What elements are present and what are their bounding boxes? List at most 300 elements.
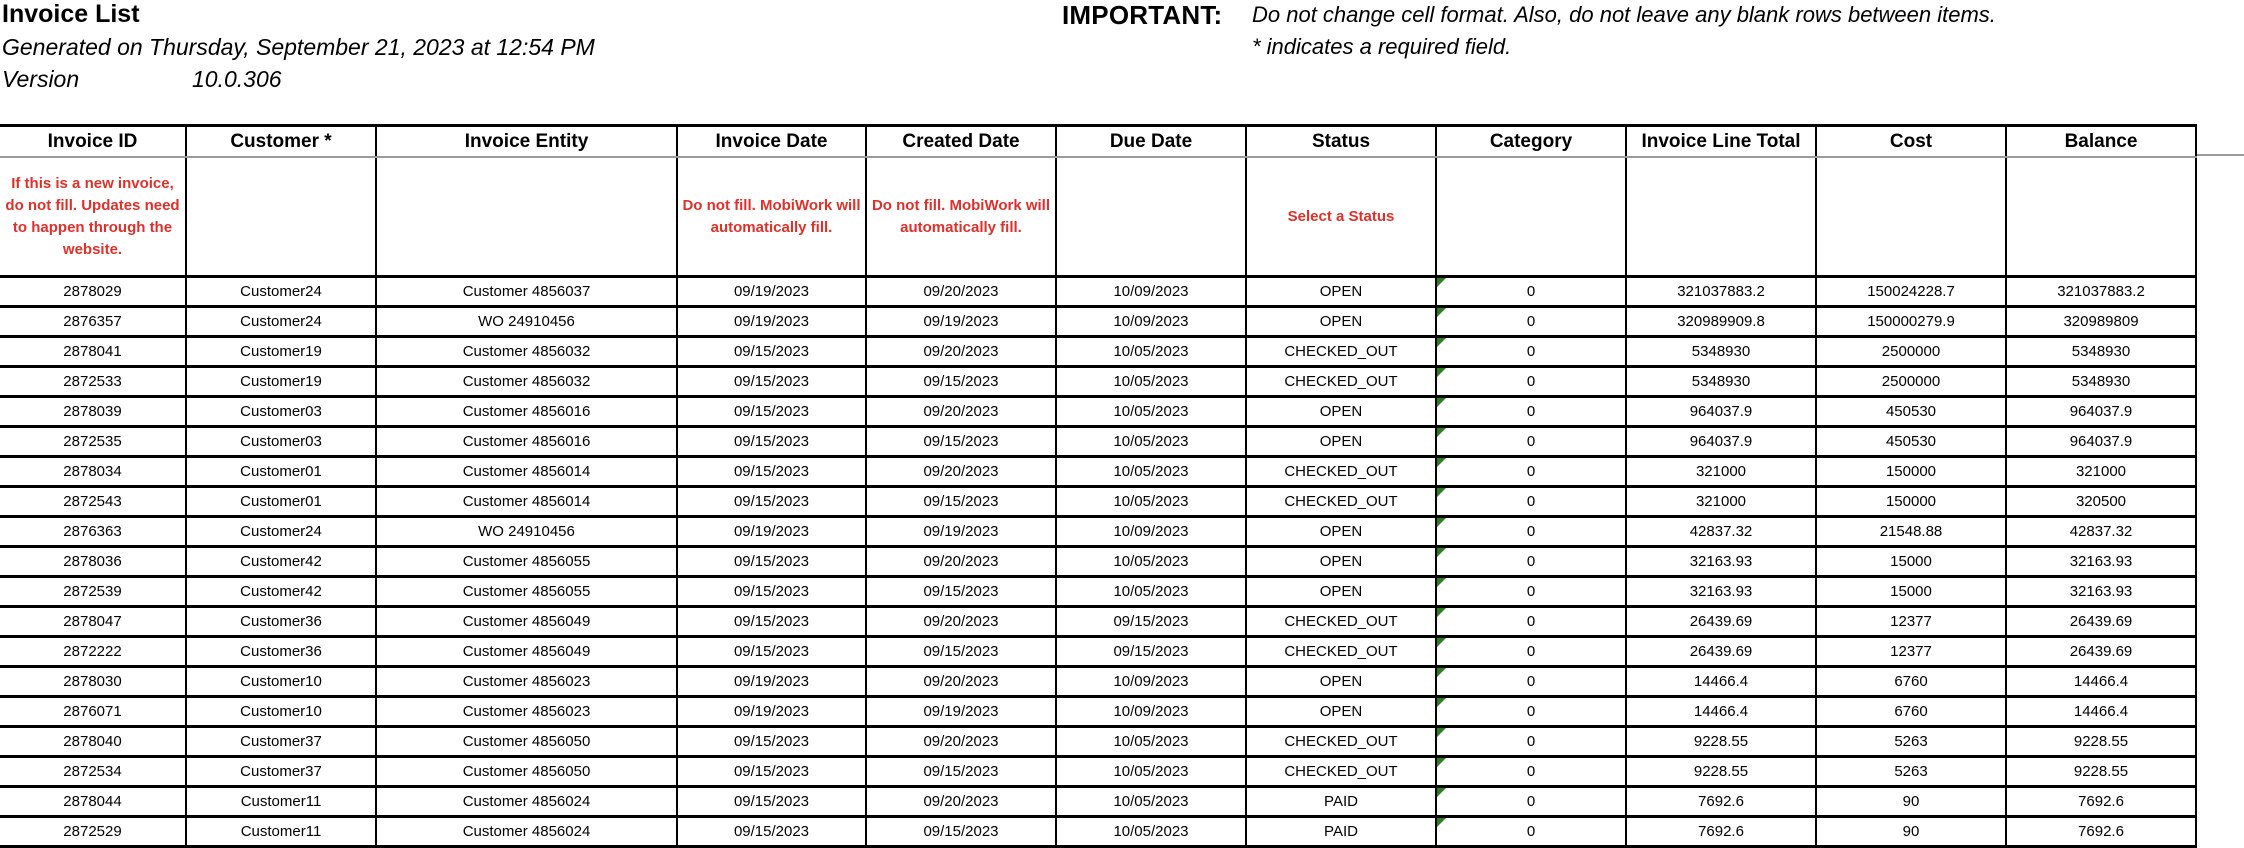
cell-customer[interactable] bbox=[186, 787, 376, 817]
cell-due-date[interactable] bbox=[1056, 637, 1246, 667]
column-header-cost[interactable]: Cost bbox=[1816, 126, 2006, 158]
column-header-category[interactable]: Category bbox=[1436, 126, 1626, 158]
cell-invoice-date[interactable] bbox=[677, 337, 866, 367]
cell-value: CHECKED_OUT bbox=[1284, 643, 1398, 660]
cell-invoice-date[interactable] bbox=[677, 547, 866, 577]
cell-value: 90 bbox=[1902, 793, 1920, 810]
cell-cost[interactable] bbox=[1816, 697, 2006, 727]
cell-value: 321000 bbox=[2075, 463, 2127, 480]
cell-due-date[interactable] bbox=[1056, 607, 1246, 637]
instruction-category[interactable] bbox=[1436, 157, 1626, 277]
cell-category[interactable] bbox=[1436, 277, 1626, 307]
cell-invoice-id[interactable] bbox=[0, 307, 186, 337]
cell-balance[interactable] bbox=[2006, 367, 2196, 397]
cell-created-date[interactable] bbox=[866, 367, 1056, 397]
cell-customer[interactable] bbox=[186, 427, 376, 457]
cell-invoice-id[interactable] bbox=[0, 667, 186, 697]
instruction-row bbox=[0, 157, 2196, 277]
cell-invoice-entity[interactable] bbox=[376, 817, 677, 847]
cell-due-date[interactable] bbox=[1056, 367, 1246, 397]
cell-category[interactable] bbox=[1436, 547, 1626, 577]
cell-invoice-line-total[interactable] bbox=[1626, 697, 1816, 727]
cell-balance[interactable] bbox=[2006, 577, 2196, 607]
cell-created-date[interactable] bbox=[866, 607, 1056, 637]
instruction-text: If this is a new invoice, do not fill. Updates need to happen through the website. bbox=[5, 174, 180, 258]
cell-customer[interactable] bbox=[186, 637, 376, 667]
cell-invoice-id[interactable] bbox=[0, 547, 186, 577]
cell-invoice-line-total[interactable] bbox=[1626, 607, 1816, 637]
cell-value: 09/20/2023 bbox=[923, 613, 999, 630]
cell-value: Customer 4856024 bbox=[462, 823, 591, 840]
cell-invoice-line-total[interactable] bbox=[1626, 487, 1816, 517]
cell-created-date[interactable] bbox=[866, 577, 1056, 607]
cell-value: 0 bbox=[1526, 313, 1536, 330]
cell-status[interactable] bbox=[1246, 517, 1436, 547]
cell-invoice-entity[interactable] bbox=[376, 787, 677, 817]
cell-invoice-line-total[interactable] bbox=[1626, 667, 1816, 697]
cell-balance[interactable] bbox=[2006, 337, 2196, 367]
cell-cost[interactable] bbox=[1816, 367, 2006, 397]
cell-value: 09/19/2023 bbox=[733, 703, 810, 720]
cell-due-date[interactable] bbox=[1056, 667, 1246, 697]
cell-created-date[interactable] bbox=[866, 487, 1056, 517]
cell-invoice-line-total[interactable] bbox=[1626, 457, 1816, 487]
cell-value: 32163.93 bbox=[1689, 553, 1753, 570]
cell-invoice-date[interactable] bbox=[677, 457, 866, 487]
cell-value: 10/09/2023 bbox=[1113, 523, 1189, 540]
cell-value: 12377 bbox=[1890, 643, 1932, 660]
cell-invoice-line-total[interactable] bbox=[1626, 757, 1816, 787]
cell-balance[interactable] bbox=[2006, 787, 2196, 817]
cell-value: 0 bbox=[1526, 493, 1536, 510]
instruction-created-date[interactable] bbox=[866, 157, 1056, 277]
instruction-customer[interactable] bbox=[186, 157, 376, 277]
cell-flag-icon bbox=[1437, 338, 1446, 347]
cell-invoice-id[interactable] bbox=[0, 457, 186, 487]
cell-category[interactable] bbox=[1436, 337, 1626, 367]
cell-invoice-id[interactable] bbox=[0, 277, 186, 307]
cell-cost[interactable] bbox=[1816, 787, 2006, 817]
cell-value: Customer 4856055 bbox=[462, 583, 591, 600]
cell-invoice-id[interactable] bbox=[0, 787, 186, 817]
cell-balance[interactable] bbox=[2006, 817, 2196, 847]
cell-status[interactable] bbox=[1246, 457, 1436, 487]
cell-cost[interactable] bbox=[1816, 727, 2006, 757]
cell-status[interactable] bbox=[1246, 757, 1436, 787]
cell-customer[interactable] bbox=[186, 307, 376, 337]
cell-value: 2500000 bbox=[1881, 343, 1941, 360]
cell-customer[interactable] bbox=[186, 337, 376, 367]
cell-invoice-line-total[interactable] bbox=[1626, 547, 1816, 577]
cell-invoice-entity[interactable] bbox=[376, 307, 677, 337]
cell-invoice-line-total[interactable] bbox=[1626, 517, 1816, 547]
cell-invoice-entity[interactable] bbox=[376, 667, 677, 697]
cell-created-date[interactable] bbox=[866, 457, 1056, 487]
cell-customer[interactable] bbox=[186, 487, 376, 517]
instruction-invoice-id[interactable] bbox=[0, 157, 186, 277]
cell-invoice-line-total[interactable] bbox=[1626, 307, 1816, 337]
cell-value: 2500000 bbox=[1881, 373, 1941, 390]
cell-cost[interactable] bbox=[1816, 547, 2006, 577]
cell-invoice-line-total[interactable] bbox=[1626, 637, 1816, 667]
cell-invoice-line-total[interactable] bbox=[1626, 427, 1816, 457]
cell-invoice-line-total[interactable] bbox=[1626, 577, 1816, 607]
cell-invoice-date[interactable] bbox=[677, 397, 866, 427]
cell-due-date[interactable] bbox=[1056, 757, 1246, 787]
cell-created-date[interactable] bbox=[866, 667, 1056, 697]
cell-invoice-line-total[interactable] bbox=[1626, 397, 1816, 427]
cell-value: 0 bbox=[1526, 643, 1536, 660]
cell-invoice-entity[interactable] bbox=[376, 517, 677, 547]
cell-category[interactable] bbox=[1436, 397, 1626, 427]
cell-invoice-date[interactable] bbox=[677, 277, 866, 307]
cell-invoice-line-total[interactable] bbox=[1626, 367, 1816, 397]
cell-flag-icon bbox=[1437, 458, 1446, 467]
column-header-invoice-id[interactable]: Invoice ID bbox=[0, 126, 186, 158]
cell-cost[interactable] bbox=[1816, 277, 2006, 307]
cell-invoice-entity[interactable] bbox=[376, 697, 677, 727]
cell-category[interactable] bbox=[1436, 427, 1626, 457]
cell-balance[interactable] bbox=[2006, 637, 2196, 667]
cell-category[interactable] bbox=[1436, 577, 1626, 607]
cell-balance[interactable] bbox=[2006, 697, 2196, 727]
cell-status[interactable] bbox=[1246, 637, 1436, 667]
cell-value: 2872539 bbox=[63, 583, 122, 600]
cell-created-date[interactable] bbox=[866, 817, 1056, 847]
cell-value: 10/05/2023 bbox=[1113, 583, 1189, 600]
cell-value: 09/15/2023 bbox=[733, 583, 810, 600]
cell-status[interactable] bbox=[1246, 817, 1436, 847]
cell-due-date[interactable] bbox=[1056, 547, 1246, 577]
cell-customer[interactable] bbox=[186, 547, 376, 577]
column-header-due-date[interactable]: Due Date bbox=[1056, 126, 1246, 158]
cell-balance[interactable] bbox=[2006, 457, 2196, 487]
cell-invoice-date[interactable] bbox=[677, 787, 866, 817]
cell-category[interactable] bbox=[1436, 487, 1626, 517]
cell-category[interactable] bbox=[1436, 757, 1626, 787]
cell-invoice-line-total[interactable] bbox=[1626, 727, 1816, 757]
cell-balance[interactable] bbox=[2006, 517, 2196, 547]
cell-due-date[interactable] bbox=[1056, 427, 1246, 457]
cell-value: WO 24910456 bbox=[478, 523, 575, 540]
cell-created-date[interactable] bbox=[866, 637, 1056, 667]
cell-invoice-entity[interactable] bbox=[376, 607, 677, 637]
cell-due-date[interactable] bbox=[1056, 337, 1246, 367]
cell-invoice-date[interactable] bbox=[677, 727, 866, 757]
cell-invoice-date[interactable] bbox=[677, 577, 866, 607]
cell-invoice-line-total[interactable] bbox=[1626, 817, 1816, 847]
cell-invoice-date[interactable] bbox=[677, 367, 866, 397]
cell-created-date[interactable] bbox=[866, 787, 1056, 817]
cell-customer[interactable] bbox=[186, 697, 376, 727]
cell-invoice-line-total[interactable] bbox=[1626, 337, 1816, 367]
cell-customer[interactable] bbox=[186, 817, 376, 847]
cell-value: Customer11 bbox=[240, 793, 322, 810]
cell-invoice-entity[interactable] bbox=[376, 727, 677, 757]
cell-invoice-date[interactable] bbox=[677, 307, 866, 337]
cell-cost[interactable] bbox=[1816, 577, 2006, 607]
cell-category[interactable] bbox=[1436, 307, 1626, 337]
cell-status[interactable] bbox=[1246, 427, 1436, 457]
cell-value: 0 bbox=[1526, 373, 1536, 390]
cell-due-date[interactable] bbox=[1056, 817, 1246, 847]
column-header-created-date[interactable]: Created Date bbox=[866, 126, 1056, 158]
cell-status[interactable] bbox=[1246, 367, 1436, 397]
cell-value: Customer42 bbox=[240, 583, 322, 600]
cell-invoice-date[interactable] bbox=[677, 757, 866, 787]
cell-invoice-date[interactable] bbox=[677, 667, 866, 697]
cell-value: 09/15/2023 bbox=[923, 823, 999, 840]
instruction-balance[interactable] bbox=[2006, 157, 2196, 277]
instruction-invoice-line-total[interactable] bbox=[1626, 157, 1816, 277]
cell-cost[interactable] bbox=[1816, 607, 2006, 637]
cell-due-date[interactable] bbox=[1056, 277, 1246, 307]
cell-category[interactable] bbox=[1436, 457, 1626, 487]
cell-value: 09/15/2023 bbox=[733, 793, 810, 810]
cell-invoice-entity[interactable] bbox=[376, 547, 677, 577]
cell-value: CHECKED_OUT bbox=[1284, 343, 1398, 360]
cell-value: Customer42 bbox=[240, 553, 322, 570]
cell-created-date[interactable] bbox=[866, 697, 1056, 727]
cell-value: WO 24910456 bbox=[478, 313, 575, 330]
cell-value: 2878039 bbox=[63, 403, 122, 420]
cell-category[interactable] bbox=[1436, 637, 1626, 667]
version-label: Version bbox=[2, 66, 80, 92]
cell-status[interactable] bbox=[1246, 667, 1436, 697]
cell-status[interactable] bbox=[1246, 577, 1436, 607]
cell-invoice-id[interactable] bbox=[0, 757, 186, 787]
cell-invoice-date[interactable] bbox=[677, 697, 866, 727]
table-row bbox=[0, 547, 2196, 577]
cell-flag-icon bbox=[1437, 398, 1446, 407]
cell-cost[interactable] bbox=[1816, 307, 2006, 337]
cell-invoice-entity[interactable] bbox=[376, 337, 677, 367]
cell-invoice-entity[interactable] bbox=[376, 367, 677, 397]
cell-invoice-entity[interactable] bbox=[376, 457, 677, 487]
cell-customer[interactable] bbox=[186, 667, 376, 697]
cell-status[interactable] bbox=[1246, 337, 1436, 367]
cell-due-date[interactable] bbox=[1056, 577, 1246, 607]
column-header-invoice-line-total[interactable]: Invoice Line Total bbox=[1626, 126, 1816, 158]
cell-invoice-line-total[interactable] bbox=[1626, 787, 1816, 817]
cell-value: Customer03 bbox=[240, 433, 322, 450]
cell-due-date[interactable] bbox=[1056, 307, 1246, 337]
cell-invoice-date[interactable] bbox=[677, 427, 866, 457]
cell-invoice-entity[interactable] bbox=[376, 757, 677, 787]
cell-invoice-id[interactable] bbox=[0, 397, 186, 427]
column-header-invoice-entity[interactable]: Invoice Entity bbox=[376, 126, 677, 158]
cell-customer[interactable] bbox=[186, 457, 376, 487]
cell-invoice-date[interactable] bbox=[677, 817, 866, 847]
column-header-invoice-date[interactable]: Invoice Date bbox=[677, 126, 866, 158]
cell-flag-icon bbox=[1437, 278, 1446, 287]
cell-cost[interactable] bbox=[1816, 397, 2006, 427]
cell-value: 09/15/2023 bbox=[923, 493, 999, 510]
instruction-cost[interactable] bbox=[1816, 157, 2006, 277]
instruction-due-date[interactable] bbox=[1056, 157, 1246, 277]
cell-invoice-entity[interactable] bbox=[376, 487, 677, 517]
cell-status[interactable] bbox=[1246, 307, 1436, 337]
cell-value: Customer 4856014 bbox=[462, 493, 591, 510]
cell-due-date[interactable] bbox=[1056, 727, 1246, 757]
cell-value: OPEN bbox=[1319, 673, 1363, 690]
column-header-row bbox=[0, 126, 2196, 158]
cell-balance[interactable] bbox=[2006, 727, 2196, 757]
cell-value: CHECKED_OUT bbox=[1284, 463, 1398, 480]
cell-created-date[interactable] bbox=[866, 757, 1056, 787]
cell-status[interactable] bbox=[1246, 697, 1436, 727]
cell-value: 09/15/2023 bbox=[733, 763, 810, 780]
cell-category[interactable] bbox=[1436, 697, 1626, 727]
cell-due-date[interactable] bbox=[1056, 487, 1246, 517]
cell-created-date[interactable] bbox=[866, 517, 1056, 547]
cell-created-date[interactable] bbox=[866, 277, 1056, 307]
cell-value: 10/05/2023 bbox=[1113, 823, 1189, 840]
cell-customer[interactable] bbox=[186, 757, 376, 787]
cell-status[interactable] bbox=[1246, 607, 1436, 637]
generated-timestamp: Generated on Thursday, September 21, 2023 at 12:54 PM bbox=[2, 34, 595, 60]
cell-invoice-date[interactable] bbox=[677, 487, 866, 517]
cell-customer[interactable] bbox=[186, 517, 376, 547]
cell-invoice-id[interactable] bbox=[0, 367, 186, 397]
cell-due-date[interactable] bbox=[1056, 397, 1246, 427]
cell-status[interactable] bbox=[1246, 397, 1436, 427]
cell-cost[interactable] bbox=[1816, 337, 2006, 367]
cell-value: 321000 bbox=[1695, 463, 1747, 480]
cell-balance[interactable] bbox=[2006, 487, 2196, 517]
cell-customer[interactable] bbox=[186, 577, 376, 607]
cell-cost[interactable] bbox=[1816, 667, 2006, 697]
cell-category[interactable] bbox=[1436, 787, 1626, 817]
instruction-invoice-entity[interactable] bbox=[376, 157, 677, 277]
cell-value: 6760 bbox=[1894, 673, 1928, 690]
cell-status[interactable] bbox=[1246, 787, 1436, 817]
cell-category[interactable] bbox=[1436, 367, 1626, 397]
cell-created-date[interactable] bbox=[866, 337, 1056, 367]
cell-invoice-id[interactable] bbox=[0, 817, 186, 847]
cell-value: 2878036 bbox=[63, 553, 122, 570]
cell-status[interactable] bbox=[1246, 547, 1436, 577]
cell-invoice-id[interactable] bbox=[0, 337, 186, 367]
cell-invoice-id[interactable] bbox=[0, 517, 186, 547]
cell-value: 09/15/2023 bbox=[733, 373, 810, 390]
cell-invoice-id[interactable] bbox=[0, 637, 186, 667]
cell-invoice-id[interactable] bbox=[0, 577, 186, 607]
cell-balance[interactable] bbox=[2006, 307, 2196, 337]
cell-invoice-date[interactable] bbox=[677, 517, 866, 547]
cell-customer[interactable] bbox=[186, 397, 376, 427]
cell-value: 321037883.2 bbox=[2057, 283, 2145, 300]
cell-invoice-entity[interactable] bbox=[376, 277, 677, 307]
instruction-invoice-date[interactable] bbox=[677, 157, 866, 277]
cell-created-date[interactable] bbox=[866, 427, 1056, 457]
cell-balance[interactable] bbox=[2006, 427, 2196, 457]
cell-status[interactable] bbox=[1246, 487, 1436, 517]
cell-category[interactable] bbox=[1436, 517, 1626, 547]
cell-invoice-id[interactable] bbox=[0, 427, 186, 457]
cell-invoice-entity[interactable] bbox=[376, 397, 677, 427]
cell-balance[interactable] bbox=[2006, 607, 2196, 637]
cell-value: 7692.6 bbox=[2078, 793, 2124, 810]
cell-status[interactable] bbox=[1246, 727, 1436, 757]
cell-balance[interactable] bbox=[2006, 397, 2196, 427]
cell-invoice-entity[interactable] bbox=[376, 637, 677, 667]
cell-value: 450530 bbox=[1885, 403, 1937, 420]
cell-customer[interactable] bbox=[186, 727, 376, 757]
cell-value: 2878047 bbox=[63, 613, 122, 630]
cell-balance[interactable] bbox=[2006, 757, 2196, 787]
cell-cost[interactable] bbox=[1816, 427, 2006, 457]
table-row bbox=[0, 727, 2196, 757]
cell-category[interactable] bbox=[1436, 607, 1626, 637]
cell-status[interactable] bbox=[1246, 277, 1436, 307]
cell-created-date[interactable] bbox=[866, 547, 1056, 577]
cell-balance[interactable] bbox=[2006, 667, 2196, 697]
table-row bbox=[0, 277, 2196, 307]
cell-invoice-entity[interactable] bbox=[376, 577, 677, 607]
cell-due-date[interactable] bbox=[1056, 457, 1246, 487]
cell-value: 09/15/2023 bbox=[1113, 613, 1189, 630]
cell-created-date[interactable] bbox=[866, 307, 1056, 337]
cell-value: 0 bbox=[1526, 793, 1536, 810]
cell-created-date[interactable] bbox=[866, 727, 1056, 757]
cell-category[interactable] bbox=[1436, 817, 1626, 847]
cell-value: 09/20/2023 bbox=[923, 793, 999, 810]
cell-value: 21548.88 bbox=[1879, 523, 1943, 540]
cell-cost[interactable] bbox=[1816, 517, 2006, 547]
cell-balance[interactable] bbox=[2006, 277, 2196, 307]
cell-value: 12377 bbox=[1890, 613, 1932, 630]
cell-flag-icon bbox=[1437, 608, 1446, 617]
cell-invoice-id[interactable] bbox=[0, 697, 186, 727]
cell-value: 150024228.7 bbox=[1867, 283, 1955, 300]
cell-cost[interactable] bbox=[1816, 757, 2006, 787]
cell-cost[interactable] bbox=[1816, 487, 2006, 517]
cell-value: 320500 bbox=[2075, 493, 2127, 510]
cell-value: 2878041 bbox=[63, 343, 122, 360]
cell-invoice-date[interactable] bbox=[677, 607, 866, 637]
cell-value: 2872534 bbox=[63, 763, 122, 780]
cell-value: 2876363 bbox=[63, 523, 122, 540]
cell-customer[interactable] bbox=[186, 277, 376, 307]
cell-invoice-id[interactable] bbox=[0, 607, 186, 637]
cell-cost[interactable] bbox=[1816, 817, 2006, 847]
cell-cost[interactable] bbox=[1816, 457, 2006, 487]
cell-due-date[interactable] bbox=[1056, 517, 1246, 547]
cell-due-date[interactable] bbox=[1056, 697, 1246, 727]
cell-cost[interactable] bbox=[1816, 637, 2006, 667]
cell-value: 7692.6 bbox=[1698, 823, 1744, 840]
instruction-status[interactable] bbox=[1246, 157, 1436, 277]
cell-created-date[interactable] bbox=[866, 397, 1056, 427]
invoice-table bbox=[0, 124, 2197, 848]
cell-customer[interactable] bbox=[186, 367, 376, 397]
cell-category[interactable] bbox=[1436, 727, 1626, 757]
column-header-balance[interactable]: Balance bbox=[2006, 126, 2196, 158]
column-header-status[interactable]: Status bbox=[1246, 126, 1436, 158]
column-header-customer[interactable]: Customer * bbox=[186, 126, 376, 158]
cell-value: Customer19 bbox=[240, 343, 322, 360]
cell-invoice-id[interactable] bbox=[0, 487, 186, 517]
cell-invoice-date[interactable] bbox=[677, 637, 866, 667]
cell-invoice-entity[interactable] bbox=[376, 427, 677, 457]
cell-due-date[interactable] bbox=[1056, 787, 1246, 817]
cell-invoice-id[interactable] bbox=[0, 727, 186, 757]
cell-category[interactable] bbox=[1436, 667, 1626, 697]
cell-invoice-line-total[interactable] bbox=[1626, 277, 1816, 307]
cell-customer[interactable] bbox=[186, 607, 376, 637]
cell-balance[interactable] bbox=[2006, 547, 2196, 577]
